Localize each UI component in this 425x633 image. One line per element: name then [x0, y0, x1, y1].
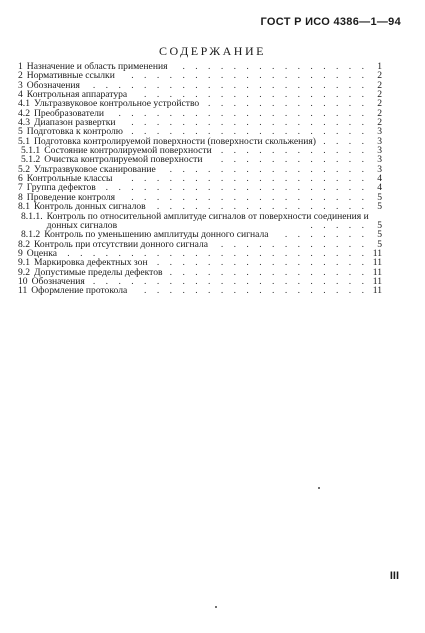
toc-leader-dots: . . . . . . . . . . . .: [220, 238, 368, 250]
toc-entry-number: 4: [18, 89, 23, 101]
toc-entry-page: 2: [377, 107, 382, 119]
toc-entry-number: 5.1: [18, 135, 30, 147]
toc-entry-number: 8.1.1.: [21, 210, 43, 222]
toc-leader-dots: . . . . . . . . . . . .: [220, 154, 368, 166]
toc-leader-dots: . . . . . . . . . . . . . . . . . . .: [131, 191, 368, 203]
toc-entry-title: Оценка: [26, 247, 58, 259]
toc-entry-number: 8.1.2: [21, 229, 41, 241]
page-title: СОДЕРЖАНИЕ: [159, 44, 266, 58]
toc-leader-dots: . . . . . . . . . . . . . . . . . . .: [131, 117, 368, 129]
toc-leader-dots: . . . . . . .: [284, 229, 368, 241]
toc-entry-title: Состояние контролируемой поверхности: [44, 145, 212, 157]
toc-entry-title: Подготовка к контролю: [26, 126, 123, 138]
toc-entry-title: Назначение и область применения: [26, 61, 168, 72]
toc-leader-dots: . . . . . . . . . . . . . . . . . . . . .: [105, 182, 368, 194]
toc-entry-title: Контроль донных сигналов: [34, 201, 146, 213]
toc-leader-dots: . . . . . . . . . . . . . . . . . .: [144, 89, 368, 101]
toc-entry-number: 5.1.1: [21, 145, 41, 157]
toc-leader-dots: . . . . . . . . . . . . . . . . . . . . . .: [92, 275, 368, 287]
toc-entry-title: Оформление протокола: [31, 285, 128, 297]
toc-entry-page: 2: [377, 70, 382, 82]
toc-entry-page: 5: [377, 201, 382, 213]
toc-entry-page: 11: [372, 285, 382, 297]
toc-entry-number: 4.1: [18, 98, 30, 110]
toc-entry: [18, 212, 382, 231]
toc-entry-page: 11: [372, 247, 382, 259]
toc-leader-dots: . . . . . . . . . . . . . . . . . . . . . . . .: [67, 247, 368, 259]
standard-code: ГОСТ Р ИСО 4386—1—94: [260, 16, 401, 28]
toc-entry-title: Маркировка дефектных зон: [34, 257, 148, 269]
toc-entry-title: Обозначения: [26, 79, 80, 91]
toc-entry-number: 5: [18, 126, 23, 138]
toc-entry-title: Допустимые пределы дефектов: [34, 266, 163, 278]
toc-entry-page: 2: [377, 98, 382, 110]
toc-entry-title: Ультразвуковое контрольное устройство: [34, 98, 200, 110]
toc-leader-dots: . . . . . . . . . . . . . . . . .: [156, 257, 368, 269]
toc-leader-dots: . . . . . . . . . . . . . . . . . . . .: [118, 107, 368, 119]
toc-entry-number: 9.1: [18, 257, 30, 269]
toc-entry: [18, 286, 382, 295]
toc-entry-number: 4.2: [18, 107, 30, 119]
scan-speck: [318, 487, 320, 489]
toc-entry-number: 3: [18, 79, 23, 91]
toc-entry-number: 9: [18, 247, 23, 259]
scan-speck: [215, 606, 217, 608]
toc-entry-title: Ультразвуковое сканирование: [34, 163, 156, 175]
toc-entry-title: Диапазон развертки: [34, 117, 116, 129]
toc-entry-number: 5.1.2: [21, 154, 41, 166]
toc-entry-title: Группа дефектов: [26, 182, 96, 194]
toc-leader-dots: . . . . . . . . . . . . . . . . . . .: [131, 173, 368, 185]
toc-entry-page: 4: [377, 182, 382, 194]
toc-entry-number: 5.2: [18, 163, 30, 175]
toc-entry-number: 8.1: [18, 201, 30, 213]
toc-entry-page: 2: [377, 89, 382, 101]
toc-entry-title: Контрольная аппаратура: [26, 89, 128, 101]
toc-entry-page: 3: [377, 163, 382, 175]
table-of-contents: [18, 62, 382, 296]
toc-entry-number: 4.3: [18, 117, 30, 129]
toc-leader-dots: . . . . . . . . . . . . . . . . . . .: [131, 126, 368, 138]
toc-entry-page: 3: [377, 126, 382, 138]
toc-entry-number: 2: [18, 70, 23, 82]
toc-leader-dots: . . . . . . . . . . . . . . . . . . . . . .: [92, 79, 368, 91]
toc-leader-dots: . . . . . . . . . . . . . . . . . . .: [131, 70, 368, 82]
toc-entry-title: Подготовка контролируемой поверхности (поверхности скольжения): [34, 135, 316, 147]
toc-leader-dots: . . . . . . . . . . . . . . . .: [169, 266, 368, 278]
toc-leader-dots: . . . . . . . . . . . . . . . .: [169, 163, 368, 175]
toc-entry-page: 11: [372, 257, 382, 269]
toc-entry-page: 5: [377, 219, 382, 231]
toc-entry-page: 11: [372, 266, 382, 278]
toc-leader-dots: . . . . . . . . . . . . . . . . .: [156, 201, 368, 213]
toc-entry-title: Преобразователи: [34, 107, 105, 119]
toc-leader-dots: . . . . . . . . . . . . . . .: [182, 61, 368, 72]
toc-entry-page: 4: [377, 173, 382, 185]
toc-entry-title: Очистка контролируемой поверхности: [44, 154, 203, 166]
toc-entry-title: Контроль по уменьшению амплитуды донного сигнала: [44, 229, 269, 241]
toc-entry-page: 5: [377, 191, 382, 203]
toc-entry-page: 3: [377, 145, 382, 157]
toc-entry-title: Нормативные ссылки: [26, 70, 115, 82]
toc-entry-number: 8.2: [18, 238, 30, 250]
toc-entry-page: 3: [377, 154, 382, 166]
toc-entry-number: 7: [18, 182, 23, 194]
toc-entry-page: 2: [377, 79, 382, 91]
toc-entry-number: 10: [18, 275, 28, 287]
toc-leader-dots: . . . . . . . . . . . . . . . . . .: [144, 285, 368, 297]
toc-leader-dots: . . . . . . . . . . . . .: [208, 98, 368, 110]
toc-entry-number: 8: [18, 191, 23, 203]
toc-entry-number: 11: [18, 285, 28, 297]
toc-entry-page: 3: [377, 135, 382, 147]
toc-entry-page: 11: [372, 275, 382, 287]
toc-leader-dots: . . . . .: [310, 219, 368, 231]
toc-entry-title: Контроль при отсутствии донного сигнала: [34, 238, 209, 250]
toc-entry-page: 1: [377, 61, 382, 72]
toc-entry-page: 5: [377, 238, 382, 250]
toc-entry-title: Контрольные классы: [26, 173, 113, 185]
toc-entry-title: Обозначения: [31, 275, 85, 287]
toc-leader-dots: . . . . . . . . . . . .: [220, 145, 368, 157]
toc-entry-page: 5: [377, 229, 382, 241]
page-number: III: [389, 570, 399, 582]
toc-entry-title: Контроль по относительной амплитуде сигналов от поверхности соединения и донных сигналов: [46, 210, 369, 231]
toc-entry-title: Проведение контроля: [26, 191, 116, 203]
toc-entry-number: 1: [18, 61, 23, 72]
toc-entry-page: 2: [377, 117, 382, 129]
toc-entry-number: 9.2: [18, 266, 30, 278]
toc-entry-number: 6: [18, 173, 23, 185]
toc-leader-dots: . . . .: [323, 135, 368, 147]
